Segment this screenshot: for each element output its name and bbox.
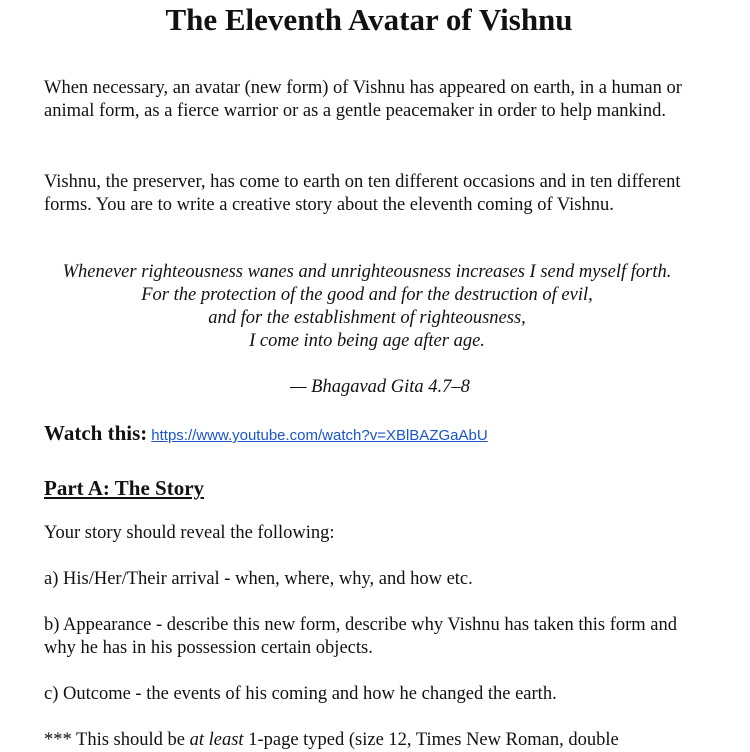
part-a-lead: Your story should reveal the following:: [44, 523, 335, 543]
quote-line: I come into being age after age.: [249, 331, 485, 351]
second-paragraph: Vishnu, the preserver, has come to earth on ten different occasions and in ten different forms. You are to write a creative story about the eleventh coming of Vishnu.: [44, 172, 681, 215]
requirement-item-a: a) His/Her/Their arrival - when, where, why, and how etc.: [44, 569, 473, 589]
length-note-prefix: *** This should be: [44, 730, 190, 750]
part-a-heading: Part A: The Story: [44, 476, 205, 500]
length-note-emphasis: at least: [189, 730, 244, 750]
page-title: The Eleventh Avatar of Vishnu: [165, 2, 573, 37]
length-note-suffix: 1-page typed (size 12, Times New Roman, double: [243, 730, 619, 750]
requirement-item-c: c) Outcome - the events of his coming and how he changed the earth.: [44, 684, 557, 704]
length-note: [44, 729, 704, 752]
quote-attribution: — Bhagavad Gita 4.7–8: [290, 377, 470, 397]
requirement-item-b: b) Appearance - describe this new form, describe why Vishnu has taken this form and why he has in his possession certain objects.: [44, 615, 678, 658]
watch-label: Watch this:: [44, 421, 148, 445]
intro-paragraph: When necessary, an avatar (new form) of Vishnu has appeared on earth, in a human or animal form, as a fierce warrior or as a gentle peacemaker in order to help mankind.: [44, 78, 682, 121]
quote-line: and for the establishment of righteousness,: [208, 308, 526, 328]
scripture-quote: [0, 261, 734, 353]
video-link[interactable]: https://www.youtube.com/watch?v=XBlBAZGaAbU: [151, 427, 488, 444]
quote-line: Whenever righteousness wanes and unrighteousness increases I send myself forth.: [62, 262, 672, 282]
quote-line: For the protection of the good and for the destruction of evil,: [141, 285, 593, 305]
watch-line: [44, 421, 488, 446]
